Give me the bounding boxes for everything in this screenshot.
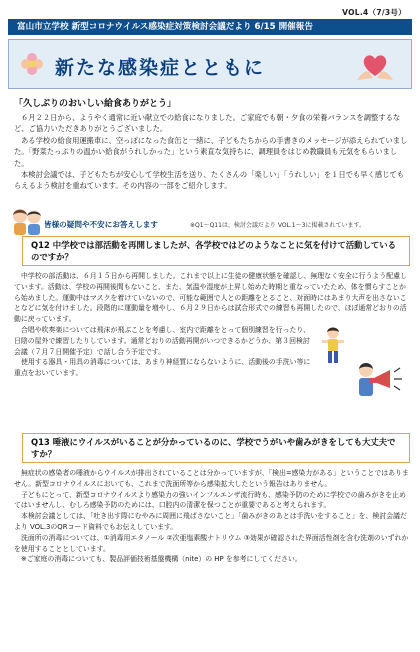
answer-paragraph: 洗面所の消毒については、①消毒用エタノール ②次亜塩素酸ナトリウム ③効果が確認された界面活性剤を含む洗剤のいずれかを使用することとしています。 <box>14 533 409 553</box>
intro-paragraph: 本検討会議では、子どもたちが安心して学校生活を送り、たくさんの「楽しい」「うれしい」を１日でも早く感じてもらえるよう検討を重ねています。その内容の一部をご紹介します。 <box>14 170 405 191</box>
answer-paragraph: 子どもにとって、新型コロナウイルスより感染力の強いインフルエンザ流行時も、感染予防のために学校での歯みがきを止めてはいませんし、むしろ感染予防のためには、口腔内の清潔を保つことが重要であると考えられます。 <box>14 490 406 510</box>
volume-number: VOL.4（7/3号） <box>342 8 406 17</box>
answer-q12-continued <box>14 325 316 379</box>
answer-q12 <box>14 271 410 325</box>
intro-heading: 「久しぶりのおいしい給食ありがとう」 <box>14 99 177 109</box>
answer-q13 <box>14 468 410 565</box>
answer-paragraph: 本検討会議としては、「吐き出す際にむやみに周囲に飛ばさないこと」「歯みがきのあとは手洗いをすること」を、検討会議だより VOL.3のQRコード資料でもお伝えしています。 <box>14 512 407 531</box>
answer-paragraph: 使用する器具・用具の消毒については、あまり神経質にならないように、活動後の手洗い等に重点をおいています。 <box>14 358 311 378</box>
qa-section-header <box>10 218 410 232</box>
answer-paragraph: 合唱や吹奏楽については飛沫が飛ぶことを考慮し、室内で距離をとって個別練習を行ったり、日陰の屋外で練習したりしています。通常どおりの活動再開がいつできるかどうか、第３回検討会議（７月７日開催予定）で話し合う予定です。 <box>14 326 311 356</box>
newsletter-header: 富山市立学校 新型コロナウイルス感染症対策検討会議だより 6/15 開催報告 <box>8 19 412 35</box>
megaphone-figure <box>350 356 406 404</box>
question-q12: Q12 中学校では部活動を再開しましたが、各学校ではどのようなことに気を付けて活動しているのですか？ <box>22 236 410 266</box>
runner-figure <box>318 326 348 366</box>
intro-body <box>14 112 408 192</box>
qa-note: ※Q1～Q11は、検討会議だより VOL.1～3に掲載されています。 <box>190 222 365 229</box>
flower-icon <box>19 51 45 77</box>
question-q13: Q13 唾液にウイルスがいることが分かっているのに、学校でうがいや歯みがきをしても大丈夫ですか？ <box>22 433 410 463</box>
answer-paragraph: 無症状の感染者の唾液からウイルスが排出されていることは分かっていますが、「検出=感染力がある」ということではありません。新型コロナウイルスにおいても、これまで洗面所等から感染拡大したという報告はありません。 <box>14 469 409 488</box>
intro-paragraph: ある学校の給食用運搬車に、空っぽになった食缶と一緒に、子どもたちからの手書きのメッセージが添えられていました。「野菜たっぷりの温かい給食がうれしかった」という素直な気持ちに、調理員をはじめ教職員も元気をもらいました。 <box>14 135 408 168</box>
qa-label: 皆様の疑問や不安にお答えします <box>44 220 158 229</box>
hands-heart-icon <box>353 46 397 84</box>
title-banner <box>8 39 412 89</box>
intro-paragraph: ６月２２日から、ようやく通常に近い献立での給食になりました。ご家庭でも朝・夕食の栄養バランスを調整するなど、ご協力いただきありがとうございました。 <box>14 113 401 134</box>
answer-paragraph: 中学校の部活動は、６月１５日から再開しました。これまで以上に生徒の健康状態を確認し、無理なく安全に行うよう配慮しています。活動は、学校の再開後間もないこと、また、気温や湿度が上昇し始めた時期と重なっていたため、体を慣らすことから始めました。運動中はマスクを着けていないので、可能な範囲で人との距離をとること、対面時にはあまり大声を出さないことなどに気を付けました。段階的に運動量を増やし、６月２９日からは試合形式での練習も再開したので、ほぼ通常どおりの活動に戻っています。 <box>14 272 407 324</box>
page-title: 新たな感染症とともに <box>55 57 266 79</box>
answer-footnote: ※ご家庭の消毒についても、製品評価技術基盤機構（nite）の HP を参考にしてください。 <box>21 555 302 564</box>
kids-icon <box>10 206 44 236</box>
